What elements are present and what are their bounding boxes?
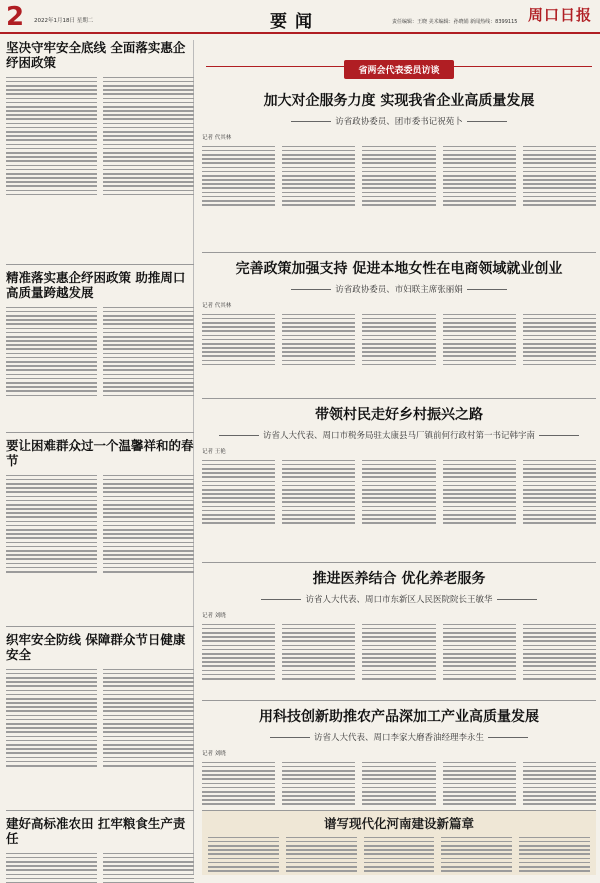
story-title: 加大对企服务力度 实现我省企业高质量发展: [263, 93, 535, 109]
story-title: 推进医养结合 优化养老服务: [312, 571, 486, 587]
story-body: [202, 311, 596, 368]
left-story: [6, 40, 194, 198]
left-story-title: 坚决守牢安全底线 全面落实惠企纾困政策: [6, 40, 186, 70]
newspaper-logo: 周口日报: [528, 6, 593, 24]
story-title: 带领村民走好乡村振兴之路: [315, 407, 483, 423]
story-byline: 记者 王艳: [202, 449, 226, 455]
banner-label: 省两会代表委员访谈: [344, 60, 453, 79]
left-story-title: 精准落实惠企纾困政策 助推周口高质量跨越发展: [6, 270, 186, 300]
story-byline: 记者 代其林: [202, 135, 232, 141]
left-story: [6, 438, 194, 575]
story-subtitle: 访省政协委员、市妇联主席张丽娟: [202, 283, 596, 295]
interview-story: [202, 404, 596, 527]
interview-story: [202, 258, 596, 368]
commentary-body: [202, 834, 596, 874]
story-byline: 记者 刘晓: [202, 613, 226, 619]
interview-story: [202, 568, 596, 682]
left-story: [6, 816, 194, 883]
left-story-title: 要让困难群众过一个温馨祥和的春节: [6, 438, 194, 468]
story-body: [202, 759, 596, 808]
left-story-title: 建好高标准农田 扛牢粮食生产责任: [6, 816, 186, 846]
story-title: 用科技创新助推农产品深加工产业高质量发展: [259, 709, 539, 725]
left-story: [6, 632, 194, 769]
masthead: [0, 0, 600, 34]
issue-date: 2022年1月18日 星期二: [34, 18, 94, 24]
left-story: [6, 270, 194, 399]
page-number: 2: [6, 2, 25, 32]
story-body: [202, 143, 596, 208]
story-body: [202, 457, 596, 527]
story-title: 完善政策加强支持 促进本地女性在电商领域就业创业: [235, 261, 563, 277]
interview-story: [202, 706, 596, 808]
story-body: [202, 621, 596, 682]
left-column: [6, 40, 194, 875]
story-subtitle: 访省人大代表、周口市税务局驻太康县马厂镇前何行政村第一书记韩宇南: [202, 429, 596, 441]
left-story-body: [6, 304, 194, 399]
right-column: [202, 40, 596, 875]
left-story-body: [6, 472, 194, 575]
section-title: 要闻: [270, 12, 320, 32]
left-story-body: [6, 666, 194, 769]
left-story-title: 织牢安全防线 保障群众节日健康安全: [6, 632, 186, 662]
editor-credits: 责任编辑：王晓 美术编辑：孙晓娟 新闻热线：8399115: [392, 19, 518, 25]
left-story-body: [6, 850, 194, 883]
commentary-box: [202, 810, 596, 875]
interview-story: [202, 90, 596, 208]
left-story-body: [6, 74, 194, 198]
story-subtitle: 访省政协委员、团市委书记祝苑卜: [202, 115, 596, 127]
story-byline: 记者 代其林: [202, 303, 232, 309]
interview-banner: [202, 58, 596, 76]
story-byline: 记者 刘晓: [202, 751, 226, 757]
commentary-title: 谱写现代化河南建设新篇章: [323, 816, 474, 831]
story-subtitle: 访省人大代表、周口市东新区人民医院院长王敏华: [202, 593, 596, 605]
story-subtitle: 访省人大代表、周口李家大磨香油经理李永生: [202, 731, 596, 743]
